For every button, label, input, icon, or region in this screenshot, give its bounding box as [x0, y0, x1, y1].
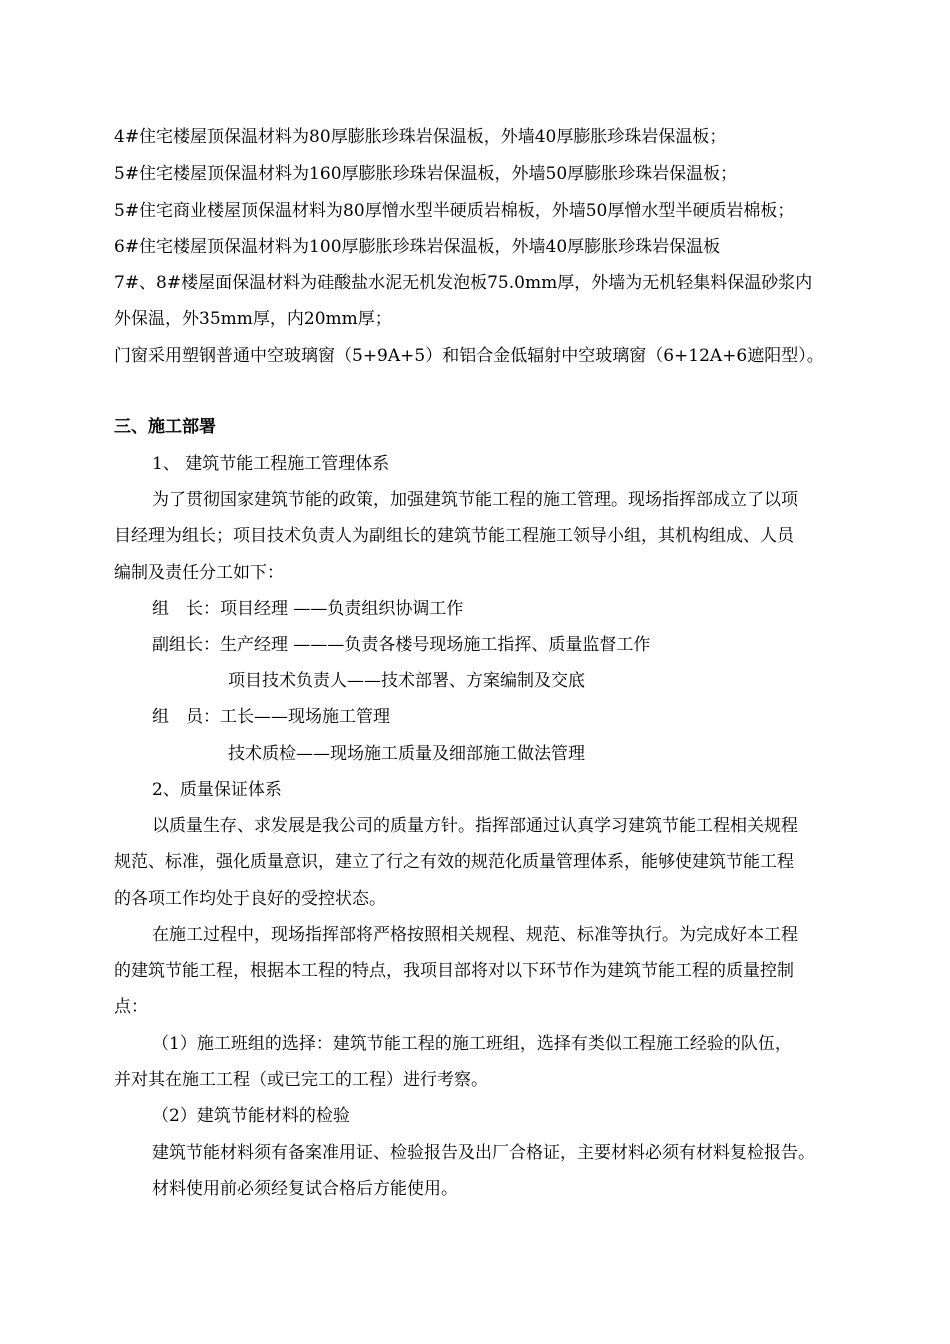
paragraph-line: 在施工过程中，现场指挥部将严格按照相关规程、规范、标准等执行。为完成好本工程 [152, 925, 798, 945]
text-line-7-8-wall: 外保温，外35mm厚，内20mm厚； [114, 309, 392, 329]
paragraph-line: 目经理为组长；项目技术负责人为副组长的建筑节能工程施工领导小组，其机构组成、人员 [114, 526, 794, 546]
item-team-selection: （1）施工班组的选择：建筑节能工程的施工班组，选择有类似工程施工经验的队伍， [152, 1034, 792, 1054]
paragraph-line: 的各项工作均处于良好的受控状态。 [114, 889, 386, 909]
paragraph-line: 点： [114, 997, 148, 1017]
text-line-6-roof: 6#住宅楼屋顶保温材料为100厚膨胀珍珠岩保温板，外墙40厚膨胀珍珠岩保温板 [114, 237, 721, 257]
paragraph-line: 为了贯彻国家建筑节能的政策，加强建筑节能工程的施工管理。现场指挥部成立了以项 [152, 490, 798, 510]
team-member-line-2: 技术质检——现场施工质量及细部施工做法管理 [228, 744, 585, 764]
text-line-7-8-roof: 7#、8#楼屋面保温材料为硅酸盐水泥无机发泡板75.0mm厚，外墙为无机轻集料保温砂浆内 [114, 273, 813, 293]
paragraph-line: 以质量生存、求发展是我公司的质量方针。指挥部通过认真学习建筑节能工程相关规程 [152, 816, 798, 836]
subheading-management-system: 1、 建筑节能工程施工管理体系 [152, 454, 390, 474]
section-heading-construction: 三、施工部署 [114, 417, 216, 437]
team-member-line: 组 员：工长——现场施工管理 [152, 707, 390, 727]
paragraph-line: 规范、标准，强化质量意识，建立了行之有效的规范化质量管理体系，能够使建筑节能工程 [114, 852, 794, 872]
text-line-5-roof: 5#住宅楼屋顶保温材料为160厚膨胀珍珠岩保温板，外墙50厚膨胀珍珠岩保温板； [114, 164, 738, 184]
paragraph-line: 材料使用前必须经复试合格后方能使用。 [152, 1179, 458, 1199]
deputy-leader-line: 副组长：生产经理 ———负责各楼号现场施工指挥、质量监督工作 [152, 635, 651, 655]
team-leader-line: 组 长：项目经理 ——负责组织协调工作 [152, 599, 464, 619]
paragraph-line: 并对其在施工工程（或已完工的工程）进行考察。 [114, 1070, 488, 1090]
text-line-5-commercial: 5#住宅商业楼屋顶保温材料为80厚憎水型半硬质岩棉板，外墙50厚憎水型半硬质岩棉板； [114, 201, 795, 221]
text-line-4-roof: 4#住宅楼屋顶保温材料为80厚膨胀珍珠岩保温板，外墙40厚膨胀珍珠岩保温板； [114, 127, 727, 147]
paragraph-line: 编制及责任分工如下： [114, 563, 284, 583]
paragraph-line: 的建筑节能工程，根据本工程的特点，我项目部将对以下环节作为建筑节能工程的质量控制 [114, 961, 794, 981]
subheading-quality-system: 2、质量保证体系 [152, 780, 282, 800]
text-line-windows: 门窗采用塑钢普通中空玻璃窗（5+9A+5）和铝合金低辐射中空玻璃窗（6+12A+6遮阳型）。 [114, 346, 824, 366]
deputy-leader-line-2: 项目技术负责人——技术部署、方案编制及交底 [228, 671, 585, 691]
item-material-inspection: （2）建筑节能材料的检验 [152, 1106, 350, 1126]
paragraph-line: 建筑节能材料须有备案准用证、检验报告及出厂合格证，主要材料必须有材料复检报告。 [152, 1143, 815, 1163]
